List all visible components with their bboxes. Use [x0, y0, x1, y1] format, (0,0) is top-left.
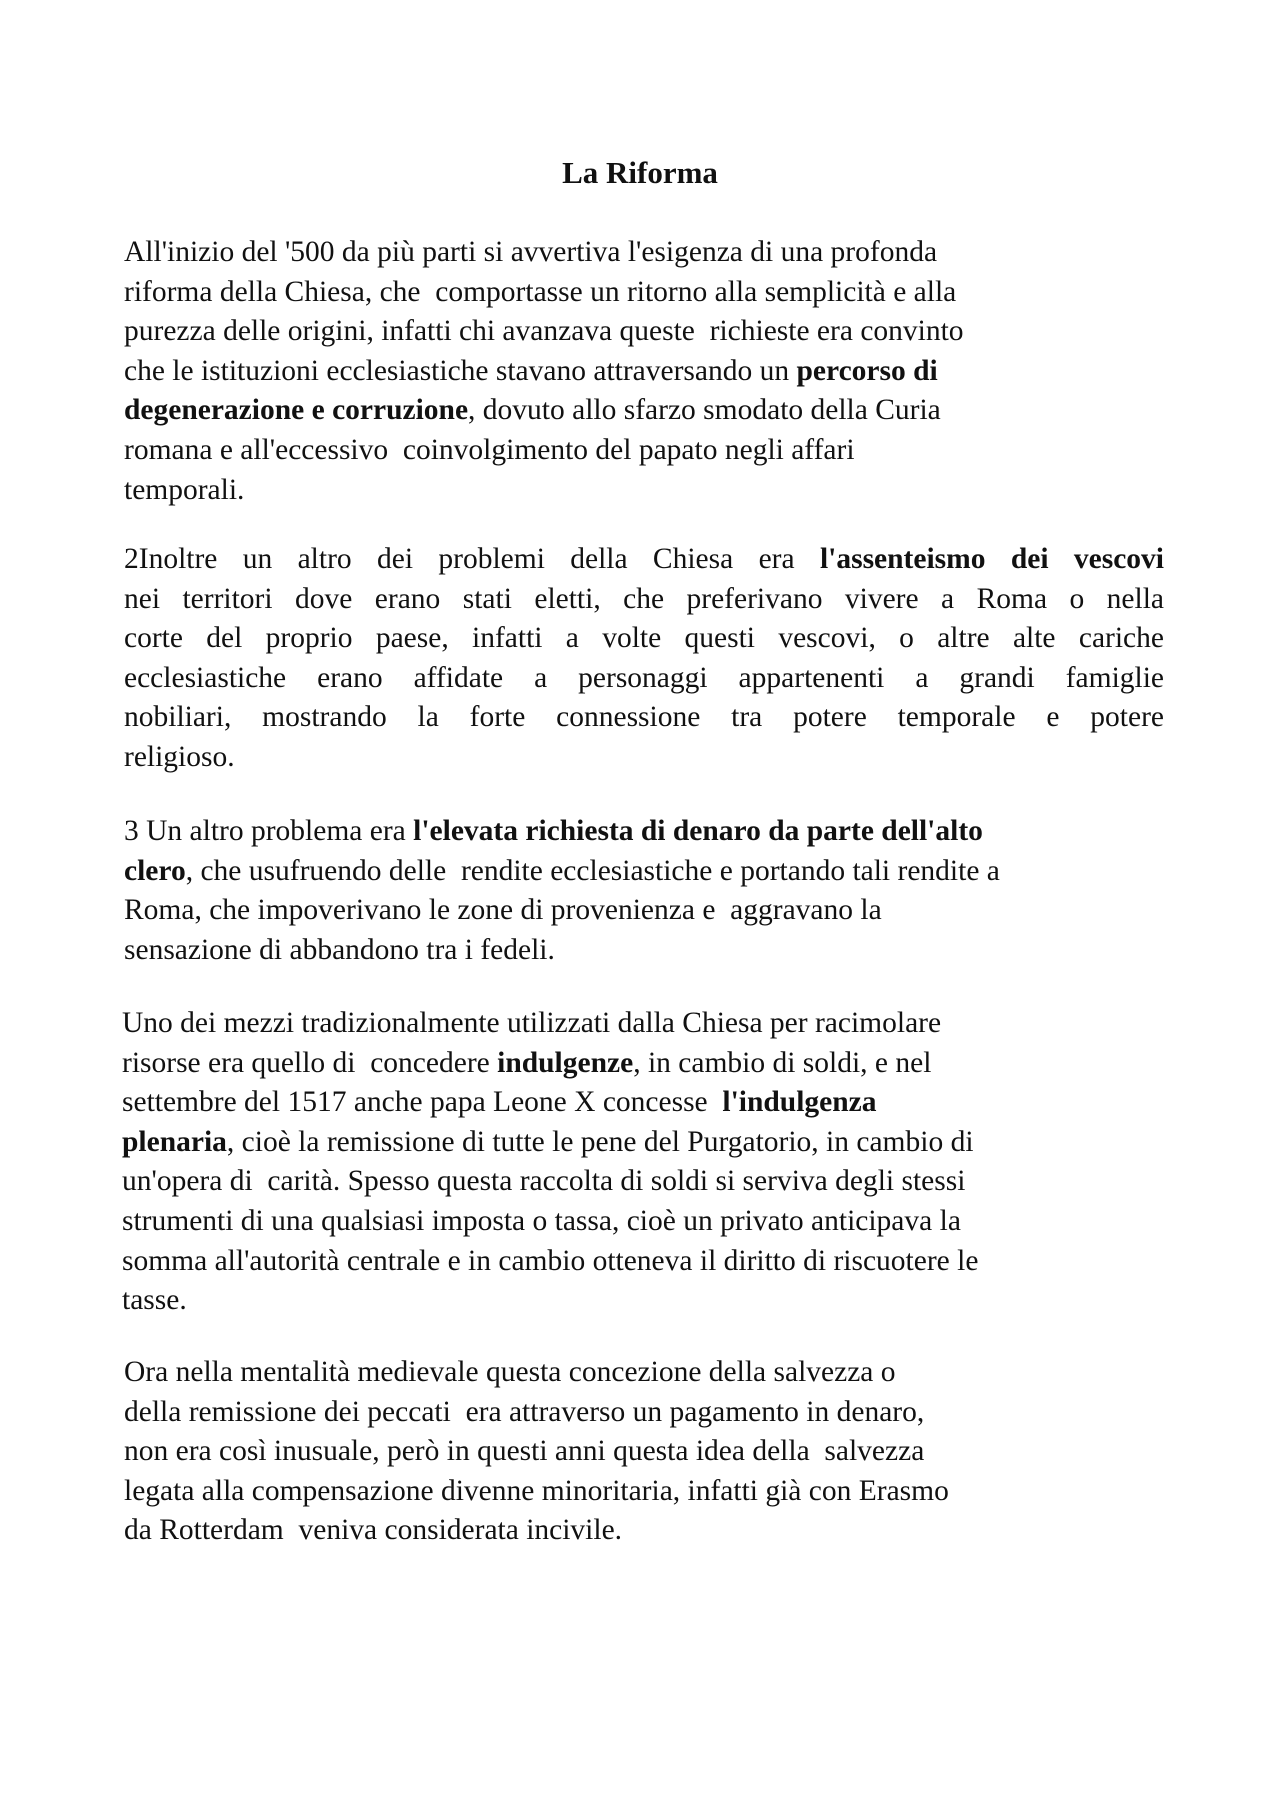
text-line — [122, 1123, 1122, 1163]
bold-text: l'assenteismo dei vescovi — [819, 543, 1164, 575]
text-run: nobiliari, mostrando la forte connessione tra potere temporale e potere — [124, 701, 1164, 734]
text-run: corte del proprio paese, infatti a volte questi vescovi, o altre alte cariche — [124, 622, 1164, 655]
text-run: All'inizio del '500 da più parti si avvertiva l'esigenza di una profonda — [124, 236, 938, 268]
text-line — [124, 931, 1164, 971]
bold-text: clero — [124, 854, 186, 887]
text-line — [124, 233, 1124, 273]
text-line — [124, 698, 1164, 738]
paragraph-2 — [124, 540, 1164, 778]
text-line — [124, 391, 1124, 431]
text-run: un'opera di carità. Spesso questa raccolta di soldi si serviva degli stessi — [122, 1165, 966, 1198]
text-run: non era così inusuale, però in questi anni questa idea della salvezza — [124, 1435, 925, 1468]
bold-text: plenaria — [122, 1125, 227, 1158]
text-line — [122, 1202, 1122, 1242]
text-line — [122, 1162, 1122, 1202]
paragraph-3 — [124, 812, 1164, 970]
bold-text: degenerazione e corruzione — [124, 394, 469, 427]
text-line — [122, 1281, 1122, 1321]
text-run: da Rotterdam veniva considerata incivile. — [124, 1514, 623, 1547]
text-run: Roma, che impoverivano le zone di provenienza e aggravano la — [124, 894, 882, 927]
text-line — [124, 540, 1164, 580]
text-line — [124, 1472, 1124, 1512]
text-run: temporali. — [124, 473, 245, 506]
text-run: legata alla compensazione divenne minoritaria, infatti già con Erasmo — [124, 1474, 949, 1507]
text-run: , in cambio di soldi, e nel — [633, 1046, 932, 1079]
text-line — [124, 659, 1164, 699]
text-line — [124, 312, 1124, 352]
text-run: settembre del 1517 anche papa Leone X concesse — [122, 1086, 723, 1119]
text-line — [122, 1242, 1122, 1282]
text-line — [124, 352, 1124, 392]
text-line — [124, 431, 1124, 471]
text-line — [124, 1353, 1124, 1393]
paragraph-4 — [122, 1004, 1122, 1321]
text-run: che le istituzioni ecclesiastiche stavano attraversando un — [124, 354, 797, 387]
text-run: religioso. — [124, 740, 235, 773]
text-line — [124, 852, 1164, 892]
text-line — [124, 471, 1124, 511]
paragraph-5 — [124, 1353, 1124, 1551]
text-run: Uno dei mezzi tradizionalmente utilizzati dalla Chiesa per racimolare — [122, 1007, 942, 1039]
text-line — [122, 1083, 1122, 1123]
text-run: riforma della Chiesa, che comportasse un ritorno alla semplicità e alla — [124, 275, 957, 308]
text-line — [124, 1393, 1124, 1433]
text-run: della remissione dei peccati era attraverso un pagamento in denaro, — [124, 1395, 925, 1428]
text-run: 3 Un altro problema era — [124, 815, 414, 847]
text-run: , cioè la remissione di tutte le pene del Purgatorio, in cambio di — [226, 1125, 974, 1158]
bold-text: l'elevata richiesta di denaro da parte dell'alto — [413, 815, 983, 847]
text-run: ecclesiastiche erano affidate a personaggi appartenenti a grandi famiglie — [124, 661, 1164, 694]
text-run: sensazione di abbandono tra i fedeli. — [124, 933, 555, 966]
text-run: nei territori dove erano stati eletti, che preferivano vivere a Roma o nella — [124, 582, 1164, 615]
text-line — [124, 891, 1164, 931]
paragraph-1 — [124, 233, 1124, 510]
page-title: La Riforma — [562, 155, 718, 190]
text-run: somma all'autorità centrale e in cambio otteneva il diritto di riscuotere le — [122, 1244, 979, 1277]
text-run: , dovuto allo sfarzo smodato della Curia — [468, 394, 941, 427]
text-run: tasse. — [122, 1284, 187, 1317]
bold-text: indulgenze — [497, 1046, 634, 1079]
text-line — [122, 1004, 1122, 1044]
text-run: Ora nella mentalità medievale questa concezione della salvezza o — [124, 1356, 896, 1388]
text-run: risorse era quello di concedere — [122, 1046, 498, 1079]
text-run: romana e all'eccessivo coinvolgimento del papato negli affari — [124, 433, 855, 466]
text-line — [124, 580, 1164, 620]
text-line — [124, 273, 1124, 313]
text-line — [124, 1511, 1124, 1551]
text-run: , che usufruendo delle rendite ecclesiastiche e portando tali rendite a — [185, 854, 1000, 887]
text-run: 2Inoltre un altro dei problemi della Chiesa era — [124, 543, 820, 575]
text-run: purezza delle origini, infatti chi avanzava queste richieste era convinto — [124, 315, 964, 348]
text-line — [124, 812, 1164, 852]
text-line — [124, 1432, 1124, 1472]
bold-text: percorso di — [796, 354, 938, 387]
text-line — [124, 619, 1164, 659]
text-line — [122, 1044, 1122, 1084]
text-line — [124, 738, 1164, 778]
text-run: strumenti di una qualsiasi imposta o tassa, cioè un privato anticipava la — [122, 1204, 961, 1237]
bold-text: l'indulgenza — [722, 1086, 877, 1119]
